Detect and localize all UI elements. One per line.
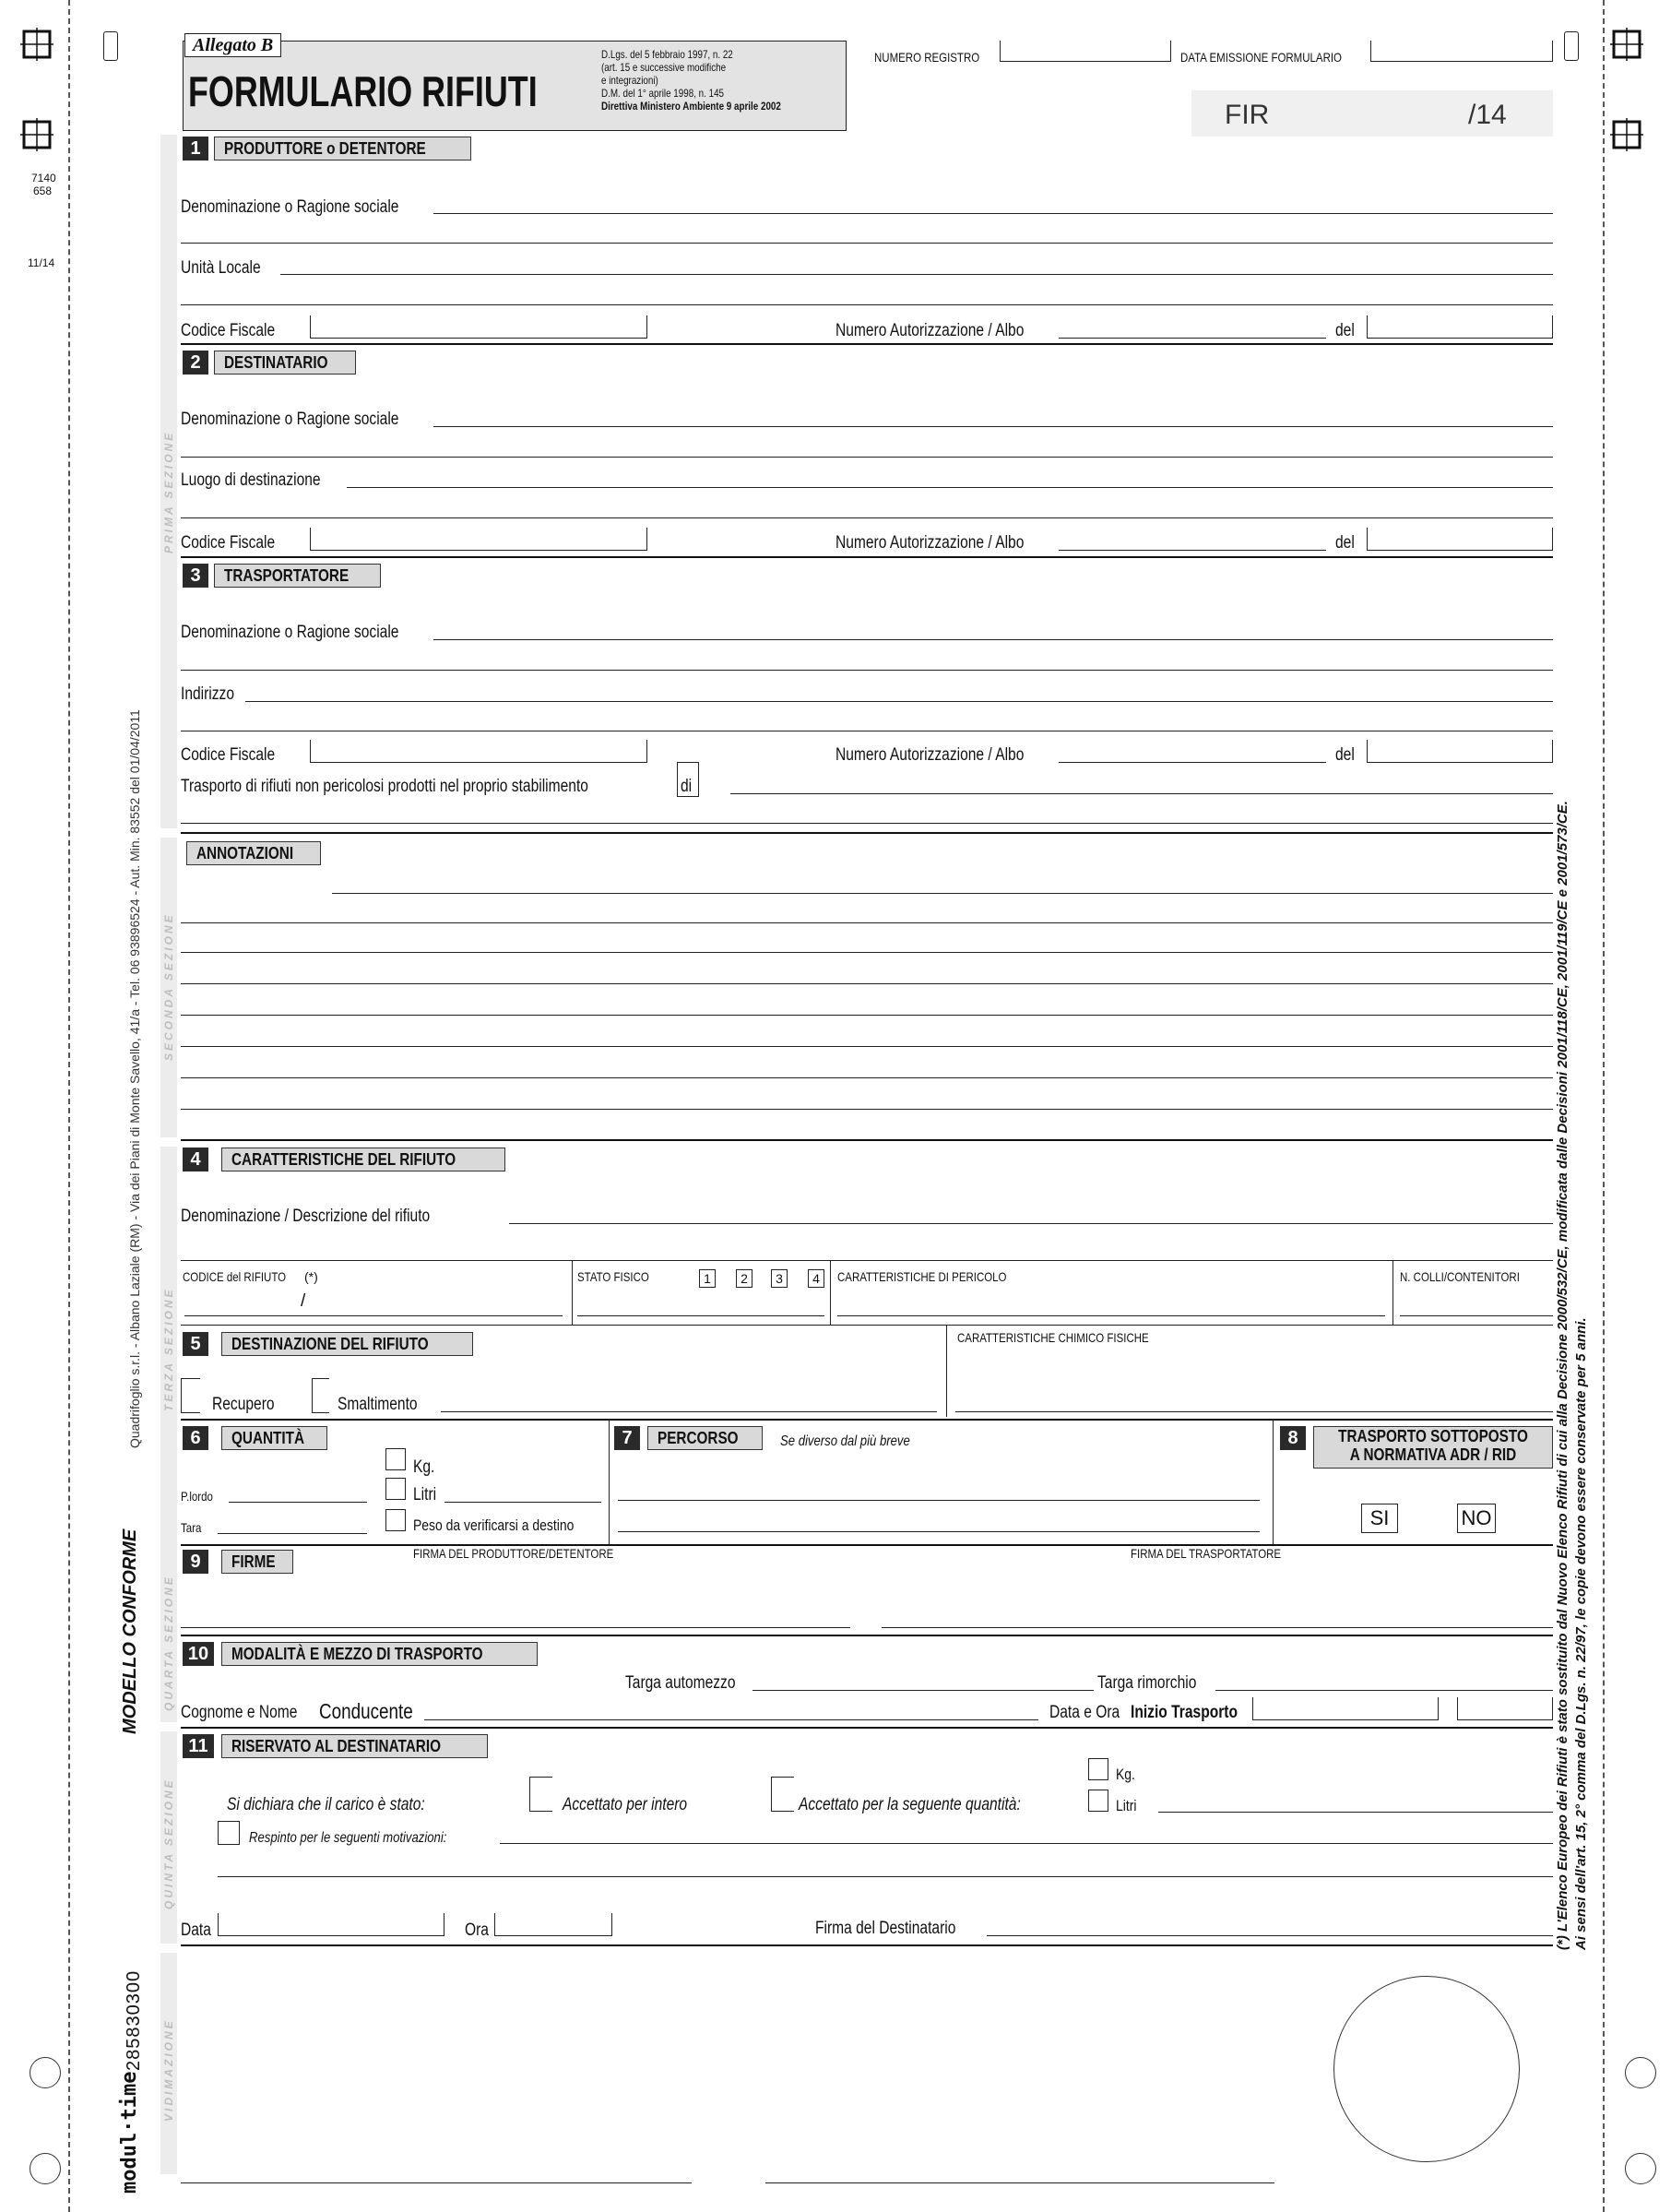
s2-denominazione-label: Denominazione o Ragione sociale <box>181 410 399 429</box>
side-label-prima: PRIMA SEZIONE <box>162 430 175 553</box>
s10-inizio-label: Inizio Trasporto <box>1131 1703 1238 1722</box>
s6-kg-checkbox[interactable] <box>385 1448 406 1470</box>
annotazioni-title: ANNOTAZIONI <box>186 841 321 865</box>
s8-si-option[interactable]: SI <box>1361 1504 1398 1533</box>
modello-conforme: MODELLO CONFORME <box>120 1528 140 1734</box>
s10-data-ora-label: Data e Ora <box>1049 1703 1120 1722</box>
s10-cognome-label: Cognome e Nome <box>181 1703 298 1722</box>
s1-autorizzazione-label: Numero Autorizzazione / Albo <box>836 321 1025 340</box>
s11-quantita-line[interactable] <box>1158 1812 1553 1813</box>
legal-reference-5: Direttiva Ministero Ambiente 9 aprile 2002 <box>601 100 781 113</box>
s11-intero-checkbox[interactable] <box>529 1777 552 1812</box>
s11-data-label: Data <box>181 1921 211 1940</box>
s3-denominazione-line[interactable] <box>433 639 1553 640</box>
printer-info: Quadrifoglio s.r.l. - Albano Laziale (RM) - Via dei Piani di Monte Savello, 41/a - Tel. 06 93896524 - Aut. Min. 83552 del 01/04/2011 <box>127 709 142 1448</box>
footnote-line-2: Ai sensi dell'art. 15, 2° comma del D.Lgs. n. 22/97, le copie devono essere conservate per 5 anni. <box>1573 1317 1589 1950</box>
side-label-quarta: QUARTA SEZIONE <box>162 1575 175 1711</box>
footnote-line-1: (*) L'Elenco Europeo dei Rifiuti è stato sostituito dal Nuovo Elenco Rifiuti di cui alla Decisione 2000/532/CE, modificata dalle Decisioni 2001/118/CE, 2001/119/CE e 2001/573/CE. <box>1555 801 1570 1950</box>
margin-edition: 11/14 <box>28 256 55 269</box>
s10-bottom-rule <box>181 1727 1553 1729</box>
s9-firma-trasportatore-line[interactable] <box>882 1627 1553 1628</box>
section-2-title: DESTINATARIO <box>214 351 356 375</box>
legal-reference-3: e integrazioni) <box>601 74 658 87</box>
s6-bottom-rule <box>181 1544 1553 1546</box>
s3-del-field[interactable] <box>1367 740 1553 763</box>
section-4-number: 4 <box>183 1148 208 1171</box>
s11-litri-label: Litri <box>1116 1797 1137 1814</box>
s4-chimico-line[interactable] <box>955 1411 1553 1412</box>
side-label-vidimazione: VIDIMAZIONE <box>162 2018 175 2122</box>
s8-title-line-2: A NORMATIVA ADR / RID <box>1349 1445 1517 1464</box>
s1-cf-label: Codice Fiscale <box>181 321 276 340</box>
section-1-number: 1 <box>183 137 208 161</box>
s11-bottom-rule <box>181 1944 1553 1946</box>
section-4-title: CARATTERISTICHE DEL RIFIUTO <box>221 1148 505 1171</box>
s6-litri-label: Litri <box>413 1485 437 1504</box>
s11-quantita-label: Accettato per la seguente quantità: <box>799 1795 1021 1814</box>
s2-del-field[interactable] <box>1367 528 1553 551</box>
s6-litri-line[interactable] <box>444 1502 601 1503</box>
s11-respinto-checkbox[interactable] <box>218 1821 240 1845</box>
s4-stato-label: STATO FISICO <box>577 1269 649 1284</box>
s11-dichiara-label: Si dichiara che il carico è stato: <box>227 1795 425 1814</box>
s3-indirizzo-label: Indirizzo <box>181 684 235 704</box>
margin-tab-mark <box>103 31 118 61</box>
s11-intero-label: Accettato per intero <box>563 1795 688 1814</box>
registration-mark-icon <box>20 118 53 151</box>
section-6-number: 6 <box>183 1426 208 1450</box>
s4-bottom-line <box>181 1325 1553 1326</box>
left-perforation <box>68 0 70 2212</box>
s4-codice-line[interactable] <box>184 1315 563 1316</box>
s5-smaltimento-label: Smaltimento <box>338 1395 418 1414</box>
s4-chimico-label: CARATTERISTICHE CHIMICO FISICHE <box>957 1330 1149 1345</box>
section-11-title: RISERVATO AL DESTINATARIO <box>221 1734 488 1758</box>
s5-smaltimento-checkbox[interactable] <box>312 1378 329 1413</box>
s11-kg-label: Kg. <box>1116 1766 1135 1783</box>
s11-quantita-checkbox[interactable] <box>771 1777 794 1812</box>
s11-ora-field[interactable] <box>494 1913 612 1936</box>
section-8-title <box>1313 1426 1553 1469</box>
numero-registro-label: NUMERO REGISTRO <box>874 50 980 65</box>
s10-targa-rimorchio-line[interactable] <box>1215 1690 1553 1691</box>
section-5-number: 5 <box>183 1332 208 1356</box>
annotazioni-line-5[interactable] <box>181 1015 1553 1016</box>
s2-luogo-label: Luogo di destinazione <box>181 470 321 490</box>
s4-divider-3 <box>1392 1260 1393 1325</box>
s11-firma-line[interactable] <box>987 1935 1553 1936</box>
section-8-number: 8 <box>1280 1426 1306 1450</box>
s10-conducente-label: Conducente <box>319 1699 413 1723</box>
s6-peso-checkbox[interactable] <box>385 1509 406 1531</box>
annotazioni-line-2[interactable] <box>181 922 1553 923</box>
s3-trasporto-label: Trasporto di rifiuti non pericolosi prodotti nel proprio stabilimento <box>181 777 588 796</box>
fir-suffix: /14 <box>1468 100 1507 130</box>
s11-respinto-line2[interactable] <box>218 1876 1553 1877</box>
side-label-terza: TERZA SEZIONE <box>162 1287 175 1411</box>
margin-code-bottom: 658 <box>33 184 53 197</box>
s1-unita-label: Unità Locale <box>181 258 261 278</box>
right-perforation <box>1603 0 1605 2212</box>
s6-tara-line[interactable] <box>218 1533 367 1534</box>
form-title: FORMULARIO RIFIUTI <box>188 67 538 115</box>
section-10-number: 10 <box>183 1642 214 1666</box>
s11-respinto-label: Respinto per le seguenti motivazioni: <box>249 1830 447 1846</box>
s9-firma-produttore-line[interactable] <box>181 1627 850 1628</box>
s1-cf-field[interactable] <box>310 315 647 339</box>
s10-data-field[interactable] <box>1252 1697 1439 1720</box>
registration-mark-icon <box>1610 118 1643 151</box>
s1-autorizzazione-line[interactable] <box>1059 338 1326 339</box>
annotazioni-line-1[interactable] <box>332 893 1553 894</box>
vidimazione-line-right[interactable] <box>765 2182 1274 2183</box>
annotazioni-line-4[interactable] <box>181 983 1553 984</box>
s4-stato-3[interactable]: 3 <box>771 1269 788 1288</box>
s2-luogo-line2[interactable] <box>181 517 1553 518</box>
s1-denominazione-line2[interactable] <box>181 243 1553 244</box>
s4-descrizione-line[interactable] <box>509 1223 1553 1224</box>
s7-line-1[interactable] <box>618 1500 1260 1501</box>
s11-litri-checkbox[interactable] <box>1088 1790 1108 1812</box>
s4-pericolo-label: CARATTERISTICHE DI PERICOLO <box>837 1269 1007 1284</box>
s8-title-line-1: TRASPORTO SOTTOPOSTO <box>1338 1427 1528 1445</box>
s10-ora-field[interactable] <box>1457 1697 1553 1720</box>
s1-unita-line2[interactable] <box>181 304 1553 305</box>
s3-trasporto-line[interactable] <box>730 793 1553 794</box>
s1-bottom-rule <box>181 343 1553 345</box>
s6-tara-label: Tara <box>181 1520 202 1535</box>
s4-colli-label: N. COLLI/CONTENITORI <box>1400 1269 1520 1284</box>
s5-bottom-rule <box>181 1419 1553 1421</box>
s4-pericolo-line[interactable] <box>837 1315 1385 1316</box>
s3-indirizzo-line[interactable] <box>245 701 1553 702</box>
s4-codice-label: CODICE del RIFIUTO <box>183 1269 287 1284</box>
section-7-title: PERCORSO <box>647 1426 763 1450</box>
section-10-title: MODALITÀ E MEZZO DI TRASPORTO <box>221 1642 538 1666</box>
s10-targa-automezzo-line[interactable] <box>753 1690 1094 1691</box>
s2-autorizzazione-label: Numero Autorizzazione / Albo <box>836 533 1025 553</box>
legal-reference-2: (art. 15 e successive modifiche <box>601 61 727 74</box>
vidimazione-line-left[interactable] <box>181 2182 692 2183</box>
s10-targa-automezzo-label: Targa automezzo <box>625 1673 736 1693</box>
annotazioni-line-8[interactable] <box>181 1109 1553 1110</box>
s4-divider-2 <box>830 1260 831 1325</box>
section-1-title: PRODUTTORE o DETENTORE <box>214 137 471 161</box>
punch-hole <box>30 2153 61 2184</box>
brand-logo: modul·time <box>118 2071 141 2194</box>
s4-colli-line[interactable] <box>1400 1315 1553 1316</box>
s3-cf-label: Codice Fiscale <box>181 745 276 765</box>
s10-targa-rimorchio-label: Targa rimorchio <box>1097 1673 1197 1693</box>
allegato-label: Allegato B <box>184 33 281 57</box>
s4-divider-1 <box>572 1260 573 1325</box>
s2-cf-field[interactable] <box>310 528 647 551</box>
s4-codice-slash: / <box>301 1291 306 1311</box>
numero-registro-field[interactable] <box>1000 41 1171 62</box>
s4-codice-note: (*) <box>304 1269 318 1284</box>
section-2-number: 2 <box>183 351 208 375</box>
s3-autorizzazione-line[interactable] <box>1059 762 1326 763</box>
s11-ora-label: Ora <box>465 1921 489 1940</box>
data-emissione-label: DATA EMISSIONE FORMULARIO <box>1180 50 1342 65</box>
s6-divider <box>609 1419 610 1544</box>
s11-kg-checkbox[interactable] <box>1088 1758 1108 1780</box>
section-5-title: DESTINAZIONE DEL RIFIUTO <box>221 1332 473 1356</box>
s3-bottom-rule <box>181 832 1553 834</box>
fir-prefix: FIR <box>1225 100 1270 130</box>
s4-stato-2[interactable]: 2 <box>736 1269 753 1288</box>
s2-luogo-line[interactable] <box>347 487 1553 488</box>
s3-denominazione-line2[interactable] <box>181 670 1553 671</box>
s7-divider <box>1273 1419 1274 1544</box>
s7-line-2[interactable] <box>618 1531 1260 1532</box>
s2-denominazione-line2[interactable] <box>181 457 1553 458</box>
s3-del-label: del <box>1335 745 1355 765</box>
s9-firma-produttore-label: FIRMA DEL PRODUTTORE/DETENTORE <box>413 1546 614 1561</box>
s4-stato-line[interactable] <box>577 1315 824 1316</box>
annotazioni-bottom-rule <box>181 1139 1553 1141</box>
s6-kg-label: Kg. <box>413 1457 435 1477</box>
barcode-number: 285830300 <box>124 1969 144 2071</box>
punch-hole <box>30 2057 61 2088</box>
s6-litri-checkbox[interactable] <box>385 1478 406 1500</box>
s3-cf-field[interactable] <box>310 740 647 763</box>
s2-denominazione-line[interactable] <box>433 426 1553 427</box>
punch-hole <box>1625 2057 1656 2088</box>
s4-descrizione-label: Denominazione / Descrizione del rifiuto <box>181 1207 431 1226</box>
s6-peso-label: Peso da verificarsi a destino <box>413 1516 575 1534</box>
s1-del-field[interactable] <box>1367 315 1553 339</box>
s9-bottom-rule <box>181 1635 1553 1636</box>
s5-divider <box>946 1325 947 1417</box>
s4-stato-1[interactable]: 1 <box>699 1269 716 1288</box>
s3-di-label: di <box>681 777 693 796</box>
s4-descrizione-line2[interactable] <box>181 1260 1553 1261</box>
punch-hole <box>1625 2153 1656 2184</box>
s1-del-label: del <box>1335 321 1355 340</box>
side-label-seconda: SECONDA SEZIONE <box>162 912 175 1061</box>
s7-note: Se diverso dal più breve <box>780 1433 910 1449</box>
s5-smaltimento-line[interactable] <box>441 1411 937 1412</box>
registration-mark-icon <box>20 28 53 61</box>
section-7-number: 7 <box>614 1426 640 1450</box>
section-3-number: 3 <box>183 564 208 588</box>
s2-del-label: del <box>1335 533 1355 553</box>
s2-bottom-rule <box>181 556 1553 558</box>
s1-unita-line[interactable] <box>280 274 1553 275</box>
s2-cf-label: Codice Fiscale <box>181 533 276 553</box>
section-9-number: 9 <box>183 1550 208 1574</box>
margin-tab-mark <box>1564 31 1579 61</box>
s10-conducente-line[interactable] <box>424 1719 1038 1720</box>
annotazioni-line-3[interactable] <box>181 952 1553 953</box>
registration-mark-icon <box>1610 28 1643 61</box>
s5-recupero-label: Recupero <box>212 1395 275 1414</box>
legal-reference-4: D.M. del 1° aprile 1998, n. 145 <box>601 87 725 100</box>
s1-denominazione-line[interactable] <box>433 213 1553 214</box>
s2-autorizzazione-line[interactable] <box>1059 550 1326 551</box>
s3-trasporto-line2[interactable] <box>181 823 1553 824</box>
section-11-number: 11 <box>183 1734 214 1758</box>
s5-recupero-checkbox[interactable] <box>181 1378 200 1413</box>
s8-no-option[interactable]: NO <box>1457 1504 1496 1533</box>
s11-firma-label: Firma del Destinatario <box>815 1919 956 1938</box>
legal-reference-1: D.Lgs. del 5 febbraio 1997, n. 22 <box>601 48 733 61</box>
s11-respinto-line[interactable] <box>500 1843 1553 1844</box>
vidimazione-stamp-circle[interactable] <box>1333 1976 1520 2162</box>
margin-code-top: 7140 <box>31 172 56 184</box>
section-6-title: QUANTITÀ <box>221 1426 327 1450</box>
annotazioni-line-7[interactable] <box>181 1077 1553 1078</box>
s4-stato-4[interactable]: 4 <box>808 1269 824 1288</box>
section-9-title: FIRME <box>221 1550 293 1574</box>
s3-denominazione-label: Denominazione o Ragione sociale <box>181 623 399 642</box>
annotazioni-line-6[interactable] <box>181 1046 1553 1047</box>
data-emissione-field[interactable] <box>1370 41 1553 62</box>
s6-plordo-line[interactable] <box>229 1502 367 1503</box>
side-label-quinta: QUINTA SEZIONE <box>162 1778 175 1909</box>
s11-data-field[interactable] <box>218 1913 444 1936</box>
s3-autorizzazione-label: Numero Autorizzazione / Albo <box>836 745 1025 765</box>
s6-plordo-label: P.lordo <box>181 1489 213 1504</box>
s9-firma-trasportatore-label: FIRMA DEL TRASPORTATORE <box>1131 1546 1282 1561</box>
section-3-title: TRASPORTATORE <box>214 564 381 588</box>
s1-denominazione-label: Denominazione o Ragione sociale <box>181 197 399 217</box>
